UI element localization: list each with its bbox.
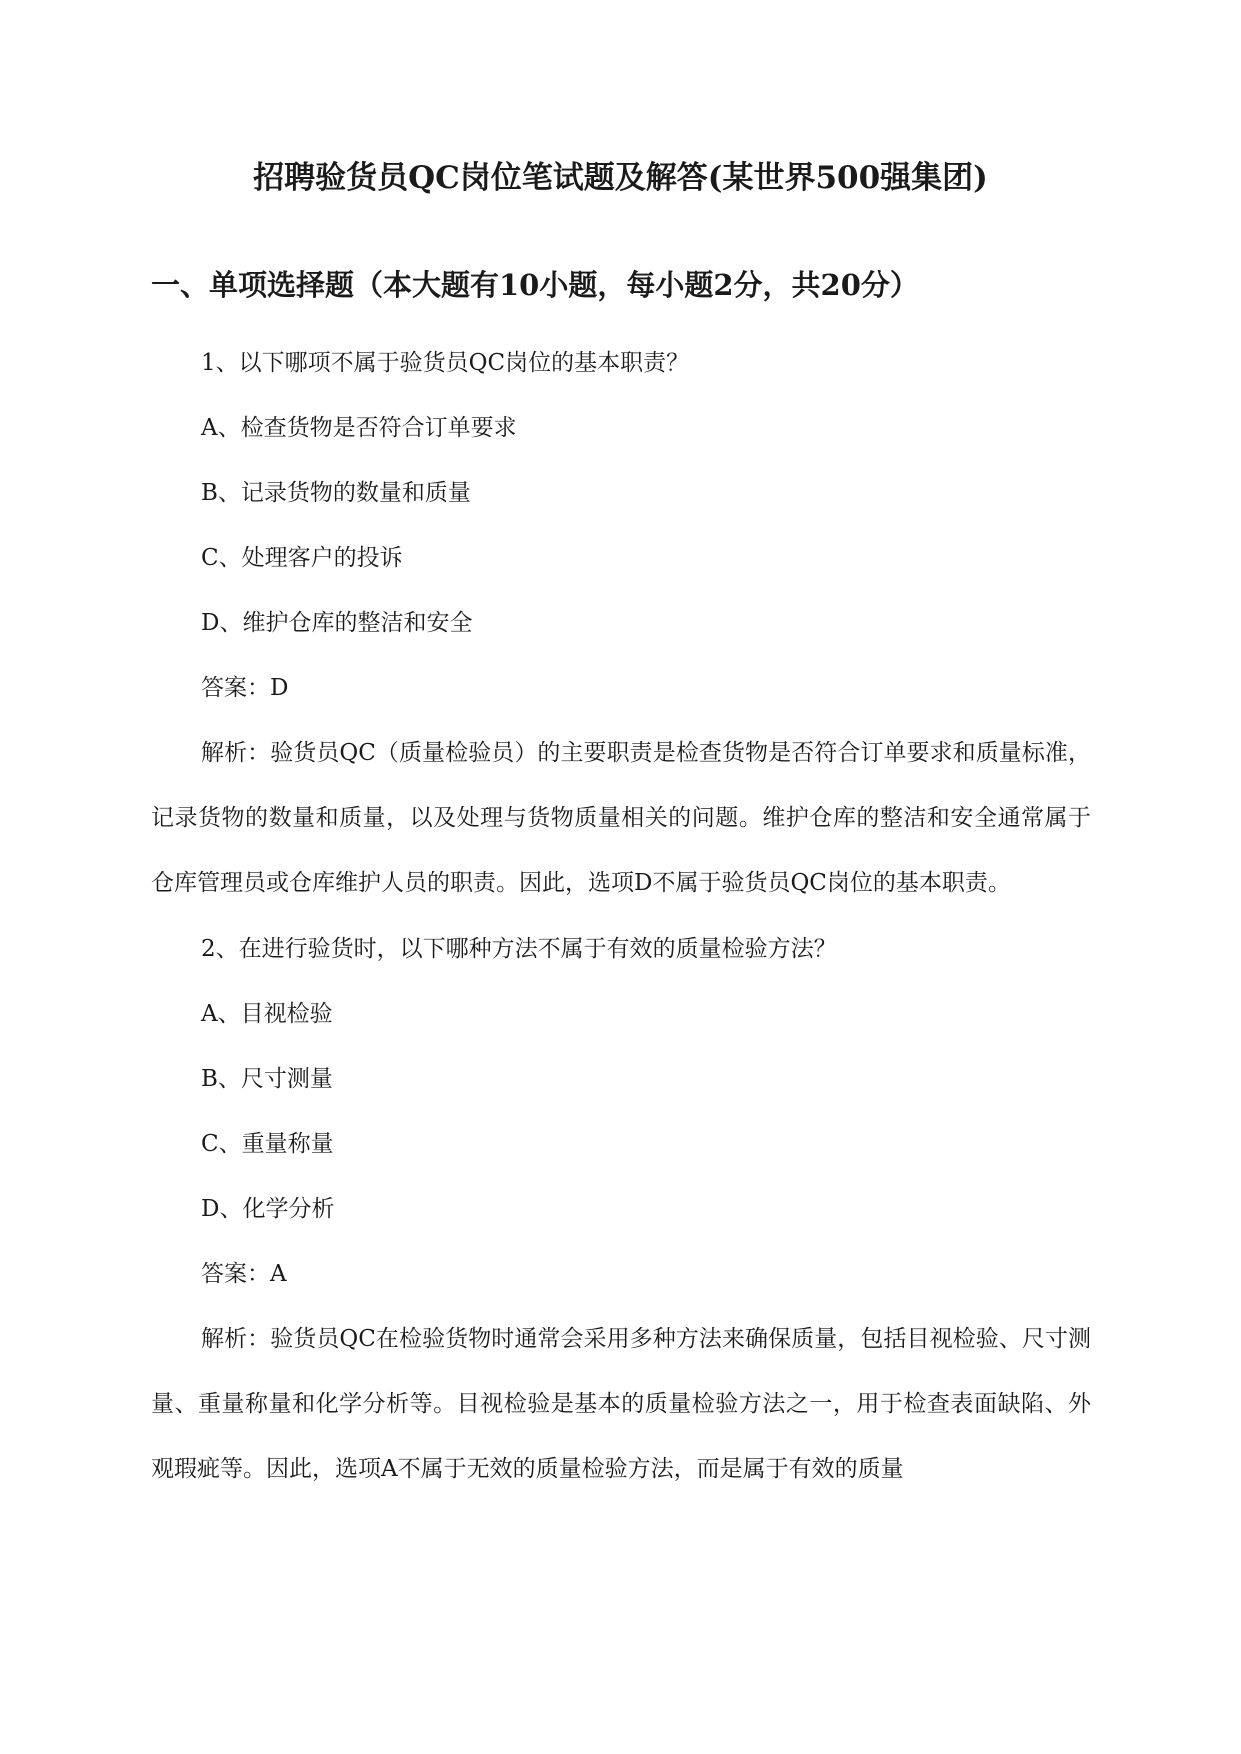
question-1 [151,347,1091,916]
analysis: 解析：验货员QC（质量检验员）的主要职责是检查货物是否符合订单要求和质量标准，记录货物的数量和质量，以及处理与货物质量相关的问题。维护仓库的整洁和安全通常属于仓库管理员或仓库维护人员的职责。因此，选项D不属于验货员QC岗位的基本职责。 [151,740,1091,896]
section-heading: 一、单项选择题（本大题有10小题，每小题2分，共20分） [151,268,919,302]
question-stem: 2、在进行验货时，以下哪种方法不属于有效的质量检验方法？ [201,936,837,962]
option-b: B、记录货物的数量和质量 [201,480,471,506]
analysis: 解析：验货员QC在检验货物时通常会采用多种方法来确保质量，包括目视检验、尺寸测量、重量称量和化学分析等。目视检验是基本的质量检验方法之一，用于检查表面缺陷、外观瑕疵等。因此，选项A不属于无效的质量检验方法，而是属于有效的质量 [151,1326,1091,1482]
question-stem: 1、以下哪项不属于验货员QC岗位的基本职责？ [201,350,690,376]
question-2 [151,933,1091,1502]
option-d: D、化学分析 [201,1196,335,1222]
answer: 答案：A [201,1261,287,1287]
option-c: C、处理客户的投诉 [201,545,403,571]
document-body [151,347,1091,1502]
document-title: 招聘验货员QC岗位笔试题及解答(某世界500强集团) [253,160,988,196]
option-d: D、维护仓库的整洁和安全 [201,610,473,636]
option-c: C、重量称量 [201,1131,334,1157]
option-a: A、检查货物是否符合订单要求 [201,415,517,441]
answer: 答案：D [201,675,289,701]
option-b: B、尺寸测量 [201,1066,333,1092]
option-a: A、目视检验 [201,1001,333,1027]
